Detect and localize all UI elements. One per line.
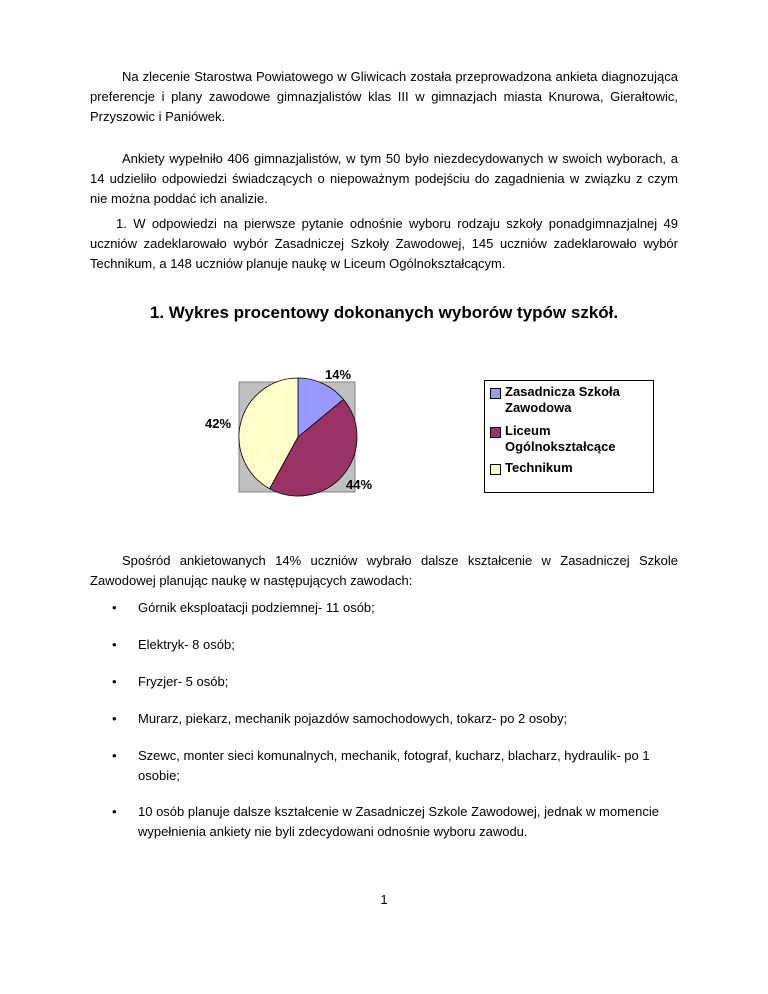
- chart-legend: [484, 380, 654, 493]
- list-item: • 10 osób planuje dalsze kształcenie w Zasadniczej Szkole Zawodowej, jednak w momencie wypełnienia ankiety nie byli zdecydowani odnośnie wyboru zawodu.: [112, 804, 659, 839]
- legend-item-lo: [490, 423, 650, 455]
- survey-count-paragraph: Ankiety wypełniło 406 gimnazjalistów, w tym 50 było niezdecydowanych w swoich wyborach, a 14 udzieliło odpowiedzi świadczących o niepoważnym podejściu do zagadnienia w związku z czym nie można poddać ich analizie.: [90, 151, 678, 206]
- vocational-paragraph: Spośród ankietowanych 14% uczniów wybrało dalsze kształcenie w Zasadniczej Szkole Zawodowej planując naukę w następujących zawodach:: [90, 553, 678, 588]
- intro-paragraph: Na zlecenie Starostwa Powiatowego w Gliwicach została przeprowadzona ankieta diagnozująca preferencje i plany zawodowe gimnazjalistów klas III w gimnazjach miasta Knurowa, Gierałtowic, Przyszowic i Paniówek.: [90, 69, 678, 124]
- list-item: • Górnik eksploatacji podziemnej- 11 osób;: [112, 598, 672, 618]
- list-item: • Fryzjer- 5 osób;: [112, 672, 672, 692]
- list-item: • Elektryk- 8 osób;: [112, 635, 672, 655]
- list-item: • Murarz, piekarz, mechanik pojazdów samochodowych, tokarz- po 2 osoby;: [112, 709, 672, 729]
- legend-swatch: [490, 464, 501, 475]
- bullet-icon: •: [112, 748, 117, 763]
- legend-label: Liceum Ogólnokształcące: [505, 423, 616, 454]
- legend-label: Zasadnicza Szkoła Zawodowa: [505, 384, 620, 415]
- bullet-icon: •: [112, 674, 117, 689]
- pie-label-lo: 44%: [346, 477, 373, 492]
- legend-item-technikum: [490, 460, 650, 476]
- legend-swatch: [490, 427, 501, 438]
- chart-title: 1. Wykres procentowy dokonanych wyborów typów szkół.: [149, 303, 619, 322]
- pie-label-zsz: 14%: [325, 367, 352, 382]
- legend-label: Technikum: [505, 460, 573, 475]
- question-one-paragraph: 1. W odpowiedzi na pierwsze pytanie odnośnie wyboru rodzaju szkoły ponadgimnazjalnej 49 uczniów zadeklarowało wybór Zasadniczej Szkoły Zawodowej, 145 uczniów zadeklarowało wybór Technikum, a 148 uczniów planuje naukę w Liceum Ogólnokształcącym.: [90, 216, 678, 271]
- legend-item-zsz: [490, 384, 650, 416]
- legend-swatch: [490, 388, 501, 399]
- bullet-icon: •: [112, 804, 117, 819]
- bullet-icon: •: [112, 600, 117, 615]
- pie-label-technikum: 42%: [205, 416, 232, 431]
- bullet-icon: •: [112, 711, 117, 726]
- list-item: • Szewc, monter sieci komunalnych, mechanik, fotograf, kucharz, blacharz, hydraulik- po 1 osobie;: [112, 748, 650, 783]
- bullet-icon: •: [112, 637, 117, 652]
- page-number: 1: [380, 892, 388, 907]
